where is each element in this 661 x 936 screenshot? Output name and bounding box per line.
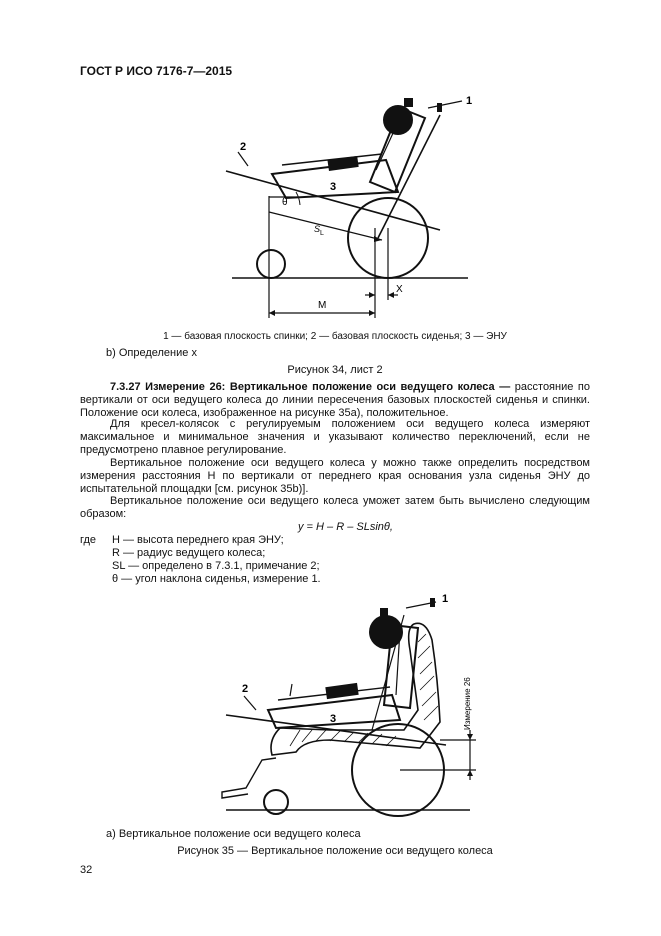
formula: y = H – R – SLsinθ, [298,521,393,533]
head-block [383,105,413,135]
fig35-label-3: 3 [330,713,337,725]
figure-34-caption: Рисунок 34, лист 2 [287,364,383,376]
caster-wheel [257,250,285,278]
definition-h: H — высота переднего края ЭНУ; [112,534,284,546]
fig34-label-m: M [318,300,327,311]
figure-34-subcaption: b) Определение x [106,347,197,359]
fig34-label-3: 3 [330,181,337,193]
definition-r: R — радиус ведущего колеса; [112,547,266,559]
section-paragraph-2: Для кресел-колясок с регулируемым положением оси ведущего колеса измеряют максимальное и минимальное значения и указывают количество переключений, если не предусмотрено плавное регулирование. [80,418,590,456]
figure-35-drawing [0,580,661,830]
figure-35-caption: Рисунок 35 — Вертикальное положение оси ведущего колеса [177,845,493,857]
section-paragraph-4: Вертикальное положение оси ведущего колеса yможет затем быть вычислено следующим образом: [80,495,590,520]
page-number: 32 [80,864,93,876]
fig34-label-x: X [396,284,403,295]
section-heading: 7.3.27 Измерение 26: Вертикальное положение оси ведущего колеса — [110,381,511,393]
section-paragraph-3: Вертикальное положение оси ведущего колеса y можно также определить посредством измерения расстояния H по вертикали от переднего края основания узла сиденья ЭНУ до испытательной площадки [см. рисунок 35b)]. [80,457,590,495]
section-paragraph-1: 7.3.27 Измерение 26: Вертикальное положение оси ведущего колеса — расстояние по вертикали от оси ведущего колеса до линии пересечения базовых плоскостей сиденья и спинки. Положение оси колеса, изображенное на рисунке 35a), положительное. [80,381,591,419]
fig34-label-1: 1 [466,95,473,107]
backrest-reference-plane [378,115,440,238]
figure-34-drawing [0,0,661,330]
fig34-label-theta: θ [282,197,288,208]
where-label: где [80,534,97,546]
figure-35-subcaption: a) Вертикальное положение оси ведущего колеса [106,828,361,840]
fig35-label-1: 1 [442,593,449,605]
fig35-label-2: 2 [242,683,249,695]
fig34-label-sl-sub: L [320,230,324,237]
fig34-label-2: 2 [240,141,247,153]
document-header: ГОСТ Р ИСО 7176-7—2015 [80,64,233,78]
control-box [327,156,358,171]
definition-sl: SL — определено в 7.3.1, примечание 2; [112,560,320,572]
definition-theta: θ — угол наклона сиденья, измерение 1. [112,573,321,585]
fig34-label-sl: S [314,224,321,234]
fig35-label-dim: Измерение 26 [463,677,472,730]
figure-34-legend: 1 — базовая плоскость спинки; 2 — базовая плоскость сиденья; 3 — ЭНУ [163,331,507,342]
